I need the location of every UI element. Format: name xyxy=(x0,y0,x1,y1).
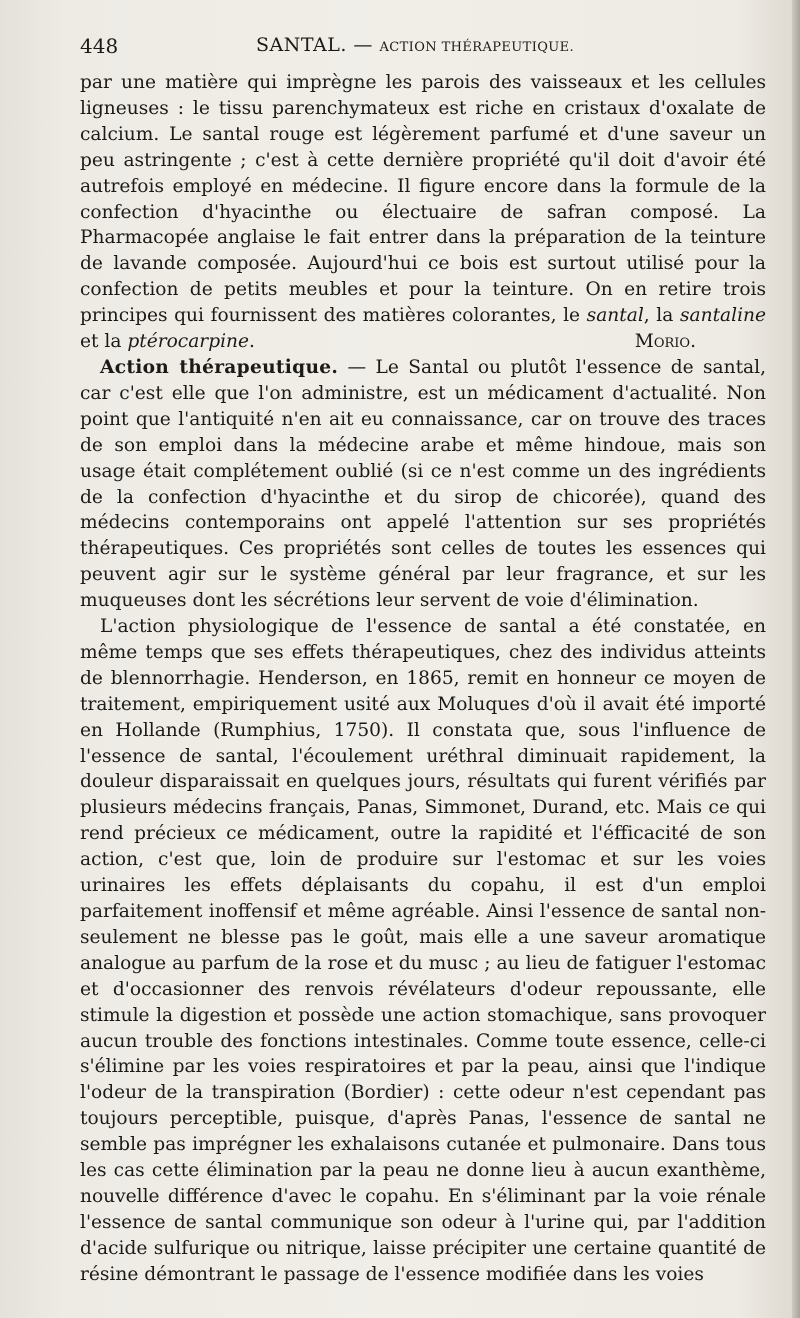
paragraph-2-text: — Le Santal ou plutôt l'essence de santal, car c'est elle que l'on administre, est un médicament d'actualité. Non point que l'antiquité n'en ait eu connaissance, car on trouve des traces de son emploi dans la médecine arabe et même hindoue, mais son usage était complétement oublié (si ce n'est comme un des ingrédients de la confection d'hyacinthe et du sirop de chicorée), quand des médecins contemporains ont appelé l'attention sur ses propriétés thérapeutiques. Ces propriétés sont celles de toutes les essences qui peuvent agir sur le système général par leur fragrance, et sur les muqueuses dont les sécrétions leur servent de voie d'élimination. xyxy=(80,356,766,612)
running-head xyxy=(256,34,574,56)
term-santaline: santaline xyxy=(679,305,767,327)
paragraph-3-text: L'action physiologique de l'essence de santal a été constatée, en même temps que ses effets thérapeutiques, chez des individus atteints de blennorrhagie. Henderson, en 1865, remit en honneur ce moyen de traitement, empiriquement usité aux Moluques d'où il avait été importé en Hollande (Rumphius, 1750). Il constata que, sous l'influence de l'essence de santal, l'écoulement uréthral diminuait rapidement, la douleur disparaissait en quelques jours, résultats qui furent vérifiés par plusieurs médecins français, Panas, Simmonet, Durand, etc. Mais ce qui rend précieux ce médicament, outre la rapidité et l'éfficacité de son action, c'est que, loin de produire sur l'estomac et sur les voies urinaires les effets déplaisants du copahu, il est d'un emploi parfaitement inoffensif et même agréable. Ainsi l'essence de santal non-seulement ne blesse pas le goût, mais elle a une saveur aromatique analogue au parfum de la rose et du musc ; au lieu de fatiguer l'estomac et d'occasionner des renvois révélateurs d'odeur repoussante, elle stimule la digestion et possède une action stomachique, sans provoquer aucun trouble des fonctions intestinales. Comme toute essence, celle-ci s'élimine par les voies respiratoires et par la peau, ainsi que l'indique l'odeur de la transpiration (Bordier) : cette odeur n'est cependant pas toujours perceptible, puisque, d'après Panas, l'essence de santal ne semble pas imprégner les exhalaisons cutanée et pulmonaire. Dans tous les cas cette élimination par la peau ne donne lieu à aucun exanthème, nouvelle différence d'avec le copahu. En s'éliminant par la voie rénale l'essence de santal communique son odeur à l'urine qui, par l'addition d'acide sulfurique ou nitrique, laisse précipiter une certaine quantité de résine démontrant le passage de l'essence modifiée dans les voies xyxy=(80,616,766,1285)
paragraph-1 xyxy=(80,70,766,355)
term-pterocarpine: ptérocarpine xyxy=(127,331,250,353)
sep: , la xyxy=(643,305,680,327)
sep: et la xyxy=(80,331,128,353)
page-edge-shadow xyxy=(792,0,800,1318)
running-separator: — xyxy=(353,34,373,56)
paragraph-1-text: par une matière qui imprègne les parois des vaisseaux et les cellules ligneuses : le tissu parenchymateux est riche en cristaux d'oxalate de calcium. Le santal rouge est légèrement parfumé et d'une saveur un peu astringente ; c'est à cette dernière propriété qu'il doit d'avoir été autrefois employé en médecine. Il figure encore dans la formule de la confection d'hyacinthe ou électuaire de safran composé. La Pharmacopée anglaise le fait entrer dans la préparation de la teinture de lavande composée. Aujourd'hui ce bois est surtout utilisé pour la confection de petits meubles et pour la teinture. On en retire trois principes qui fournissent des matières colorantes, le xyxy=(80,72,766,327)
page-header xyxy=(80,34,766,64)
sep: . xyxy=(249,331,255,353)
page-number: 448 xyxy=(80,34,119,58)
section-heading: Action thérapeutique. xyxy=(100,356,339,378)
paragraph-2 xyxy=(80,355,766,614)
paragraph-3 xyxy=(80,614,766,1288)
running-title: SANTAL. xyxy=(256,34,347,56)
running-section: ACTION THÉRAPEUTIQUE. xyxy=(379,40,575,55)
page-body xyxy=(80,70,766,1288)
author-signature: Morio. xyxy=(634,331,696,353)
term-santal: santal xyxy=(586,305,644,327)
